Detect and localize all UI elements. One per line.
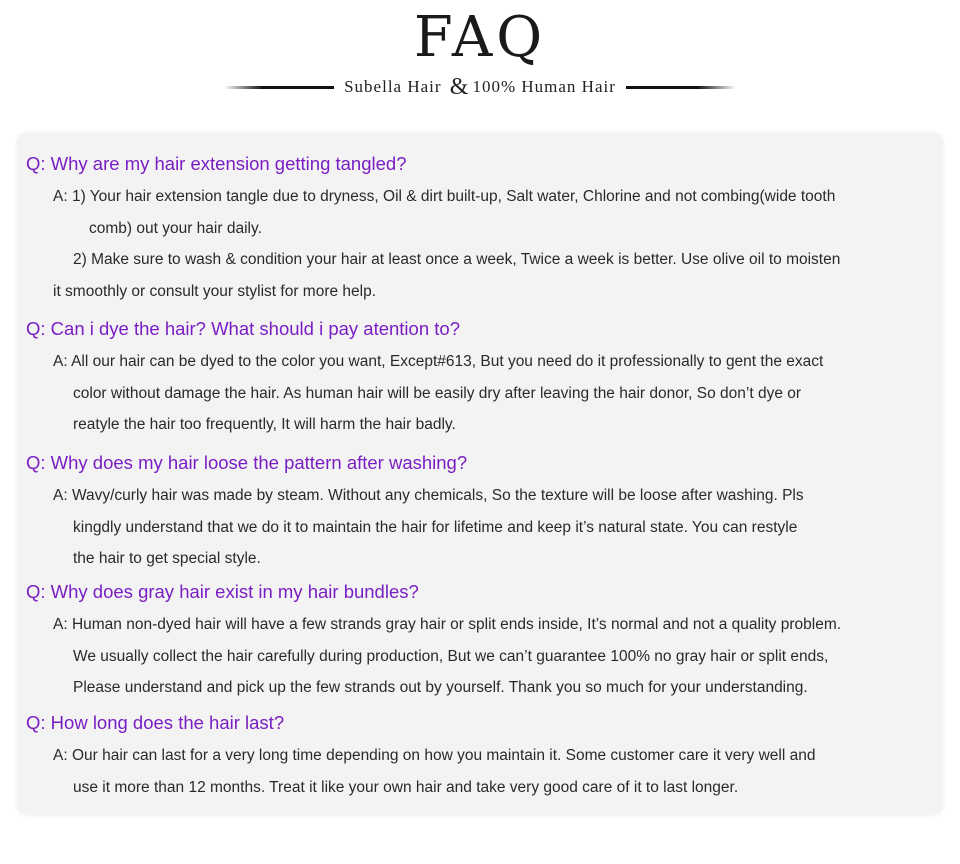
answer-line: We usually collect the hair carefully during production, But we can’t guarantee 100% no gray hair or split ends, <box>73 647 829 665</box>
faq-question: Q: Why does gray hair exist in my hair bundles? <box>26 581 419 602</box>
faq-answer <box>17 181 943 307</box>
faq-question: Q: How long does the hair last? <box>26 712 285 733</box>
answer-line: color without damage the hair. As human hair will be easily dry after leaving the hair donor, So don’t dye or <box>73 384 802 402</box>
answer-line: reatyle the hair too frequently, It will harm the hair badly. <box>73 416 456 433</box>
answer-line: use it more than 12 months. Treat it like your own hair and take very good care of it to last longer. <box>73 778 739 796</box>
faq-answer <box>17 346 943 441</box>
page-title: FAQ <box>413 5 547 70</box>
answer-line: kingdly understand that we do it to maintain the hair for lifetime and keep it’s natural state. You can restyle <box>73 518 798 536</box>
faq-item <box>17 151 943 307</box>
answer-line: A: All our hair can be dyed to the color you want, Except#613, But you need do it professionally to gent the exact <box>53 353 824 370</box>
faq-item <box>17 450 943 575</box>
answer-line: it smoothly or consult your stylist for more help. <box>53 282 377 300</box>
answer-line: A: Wavy/curly hair was made by steam. Without any chemicals, So the texture will be loose after washing. Pls <box>53 487 804 504</box>
subtitle-row <box>0 72 960 102</box>
left-divider <box>224 86 334 89</box>
answer-line: Please understand and pick up the few strands out by yourself. Thank you so much for your understanding. <box>73 679 808 696</box>
ampersand: & <box>449 73 470 100</box>
brand-name: Subella Hair <box>344 76 442 96</box>
brand-subtitle <box>334 74 626 101</box>
answer-line: A: Our hair can last for a very long time depending on how you maintain it. Some customer care it very well and <box>53 747 816 764</box>
answer-line: the hair to get special style. <box>73 550 261 567</box>
tagline: 100% Human Hair <box>472 76 616 96</box>
faq-question: Q: Why are my hair extension getting tangled? <box>26 153 407 174</box>
faq-item <box>17 316 943 441</box>
answer-line: A: 1) Your hair extension tangle due to dryness, Oil & dirt built-up, Salt water, Chlorine and not combing(wide tooth <box>53 188 836 205</box>
faq-item <box>17 710 943 803</box>
faq-header <box>0 0 960 120</box>
answer-line: 2) Make sure to wash & condition your hair at least once a week, Twice a week is better. Use olive oil to moisten <box>73 251 841 268</box>
answer-line: comb) out your hair daily. <box>89 219 262 237</box>
faq-answer <box>17 480 943 575</box>
right-divider <box>626 86 736 89</box>
faq-question: Q: Can i dye the hair? What should i pay atention to? <box>26 318 460 339</box>
faq-answer <box>17 609 943 704</box>
faq-item <box>17 579 943 704</box>
faq-answer <box>17 740 943 803</box>
faq-panel <box>17 133 943 815</box>
answer-line: A: Human non-dyed hair will have a few strands gray hair or split ends inside, It’s normal and not a quality problem. <box>53 616 842 633</box>
faq-question: Q: Why does my hair loose the pattern after washing? <box>26 452 468 473</box>
